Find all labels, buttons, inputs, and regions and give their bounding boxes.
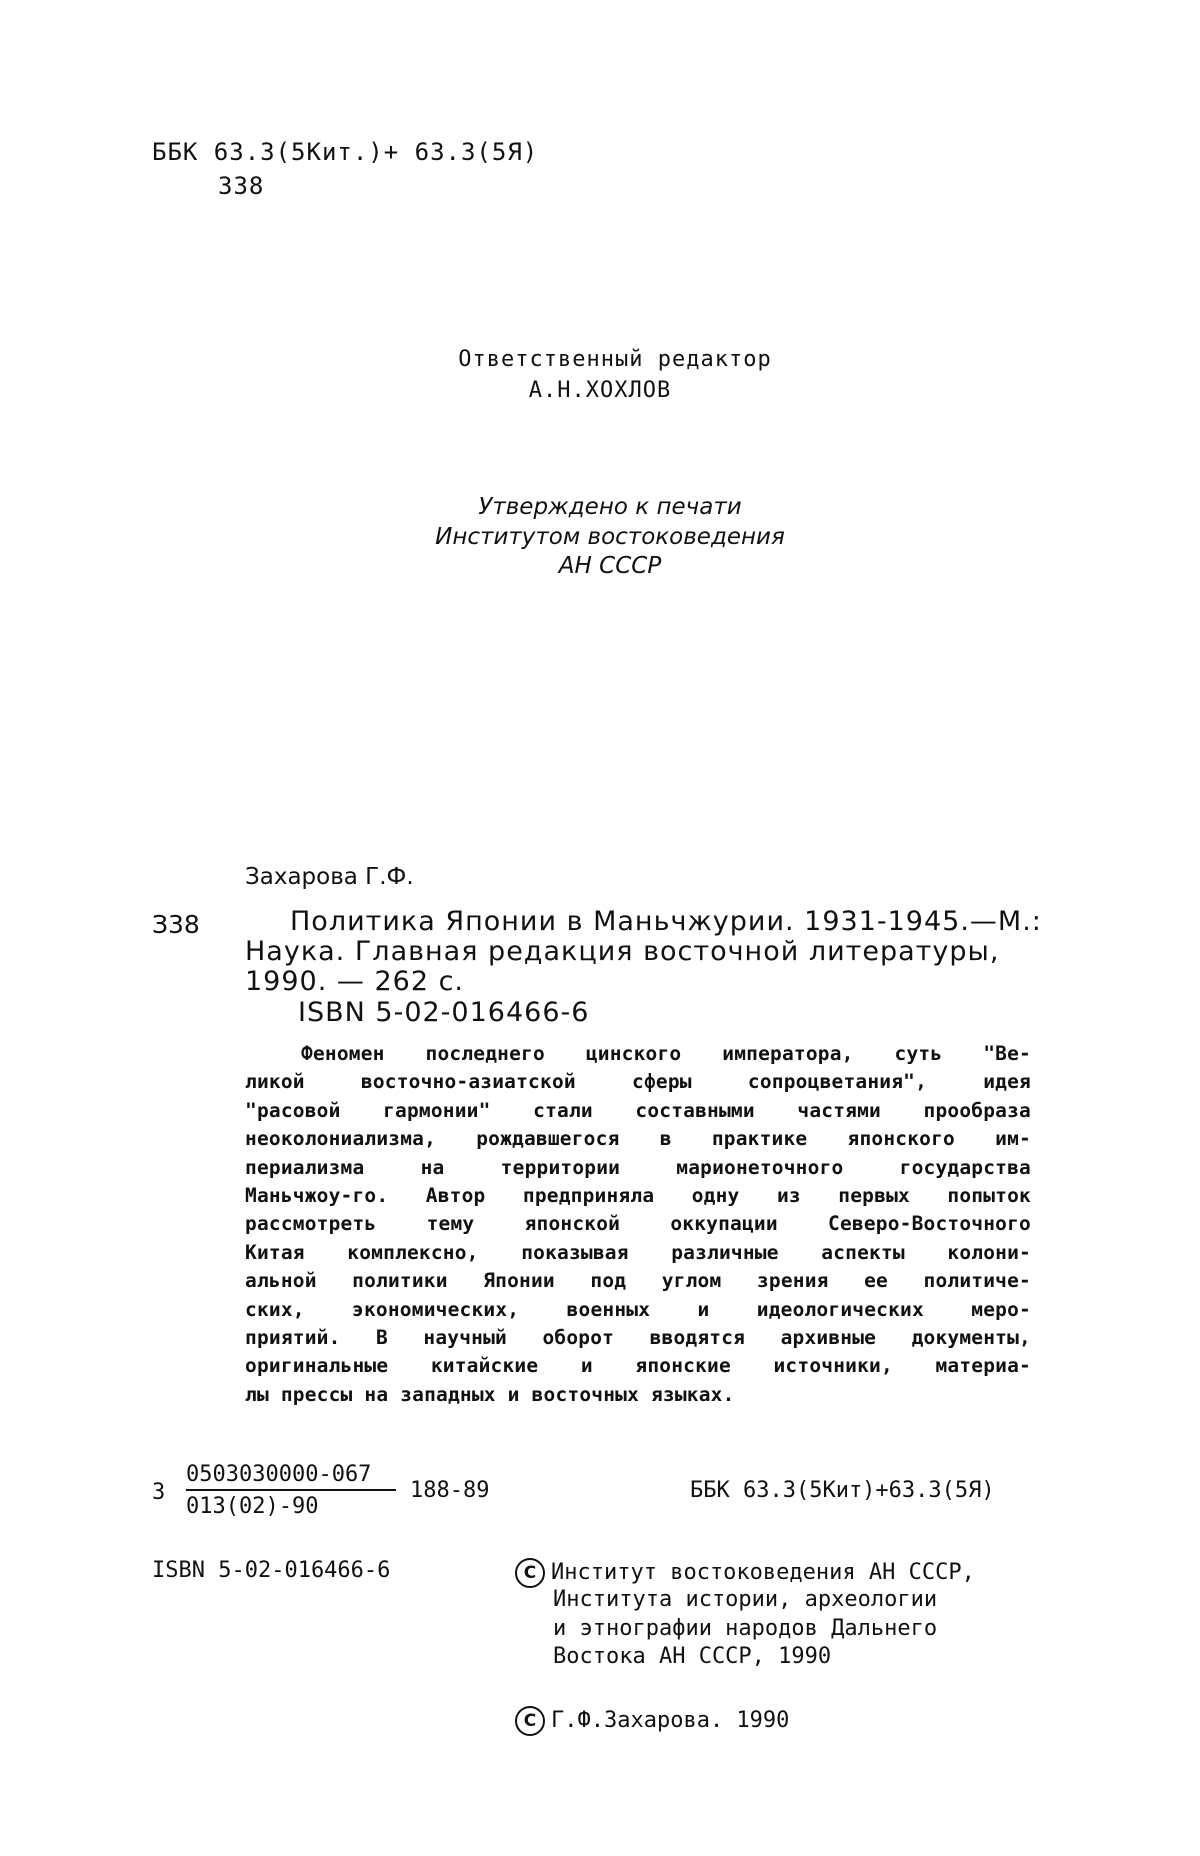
abstract-line: периализма на территории марионеточного государства: [245, 1155, 1031, 1179]
copyright-line: Г.Ф.Захарова. 1990: [551, 1708, 790, 1733]
imprint-bbk: ББК 63.3(5Кит)+63.3(5Я): [690, 1478, 995, 1503]
abstract-line: рассмотреть тему японской оккупации Северо-Восточного: [245, 1212, 1031, 1236]
copyright-author: [515, 1706, 789, 1736]
imprint-numerator: 0503030000-067: [186, 1462, 372, 1487]
copyright-line: Востока АН СССР, 1990: [553, 1644, 832, 1669]
imprint-prefix: З: [152, 1480, 166, 1505]
fraction-bar: [186, 1489, 396, 1491]
copyright-icon: C: [515, 1558, 545, 1588]
approval-line-1: Утверждено к печати: [478, 494, 742, 520]
bibliography-line-1: Политика Японии в Маньчжурии. 1931-1945.—М.:: [290, 906, 1042, 937]
bibliography-line-2: Наука. Главная редакция восточной литературы,: [245, 936, 1000, 967]
abstract-line: приятий. В научный оборот вводятся архивные документы,: [245, 1325, 1031, 1349]
bbk-classification: ББК 63.3(5Кит.)+ 63.3(5Я): [152, 138, 539, 166]
abstract-line: Китая комплексно, показывая различные аспекты колони-: [245, 1240, 1031, 1264]
author-name: Захарова Г.Ф.: [245, 864, 414, 890]
approval-line-2: Институтом востоковедения: [435, 524, 785, 550]
bibliography-line-3: 1990. — 262 с.: [245, 966, 465, 997]
abstract-line: "расовой гармонии" стали составными частями прообраза: [245, 1098, 1031, 1122]
abstract-line: альной политики Японии под углом зрения ее политиче-: [245, 1269, 1031, 1293]
abstract-line: лы прессы на западных и восточных языках.: [245, 1382, 735, 1406]
copyright-icon: C: [515, 1706, 545, 1736]
abstract-line: Маньчжоу-го. Автор предприняла одну из первых попыток: [245, 1183, 1031, 1207]
abstract-line: оригинальные китайские и японские источники, материа-: [245, 1354, 1031, 1378]
copyright-institute: [515, 1558, 975, 1588]
abstract-line: ликой восточно-азиатской сферы сопроцветания", идея: [245, 1070, 1031, 1094]
imprint-suffix: 188-89: [410, 1478, 490, 1503]
copyright-line: Института истории, археологии: [553, 1587, 938, 1612]
imprint-denominator: 013(02)-90: [186, 1494, 319, 1519]
catalog-code: З38: [152, 910, 200, 939]
copyright-line: и этнографии народов Дальнего: [553, 1616, 938, 1641]
editor-name: А.Н.ХОХЛОВ: [528, 378, 672, 403]
abstract: [245, 1040, 1031, 1409]
abstract-line: ских, экономических, военных и идеологических меро-: [245, 1297, 1031, 1321]
abstract-line: Феномен последнего цинского императора, суть "Ве-: [301, 1042, 1031, 1065]
bibliography-isbn: ISBN 5-02-016466-6: [298, 997, 590, 1028]
abstract-line: неоколониализма, рождавшегося в практике японского им-: [245, 1127, 1031, 1151]
imprint-isbn: ISBN 5-02-016466-6: [152, 1558, 391, 1583]
editor-role: Ответственный редактор: [458, 347, 772, 372]
author-code: З38: [218, 172, 265, 200]
approval-line-3: АН СССР: [558, 553, 662, 579]
copyright-line: Институт востоковедения АН СССР,: [551, 1560, 975, 1585]
